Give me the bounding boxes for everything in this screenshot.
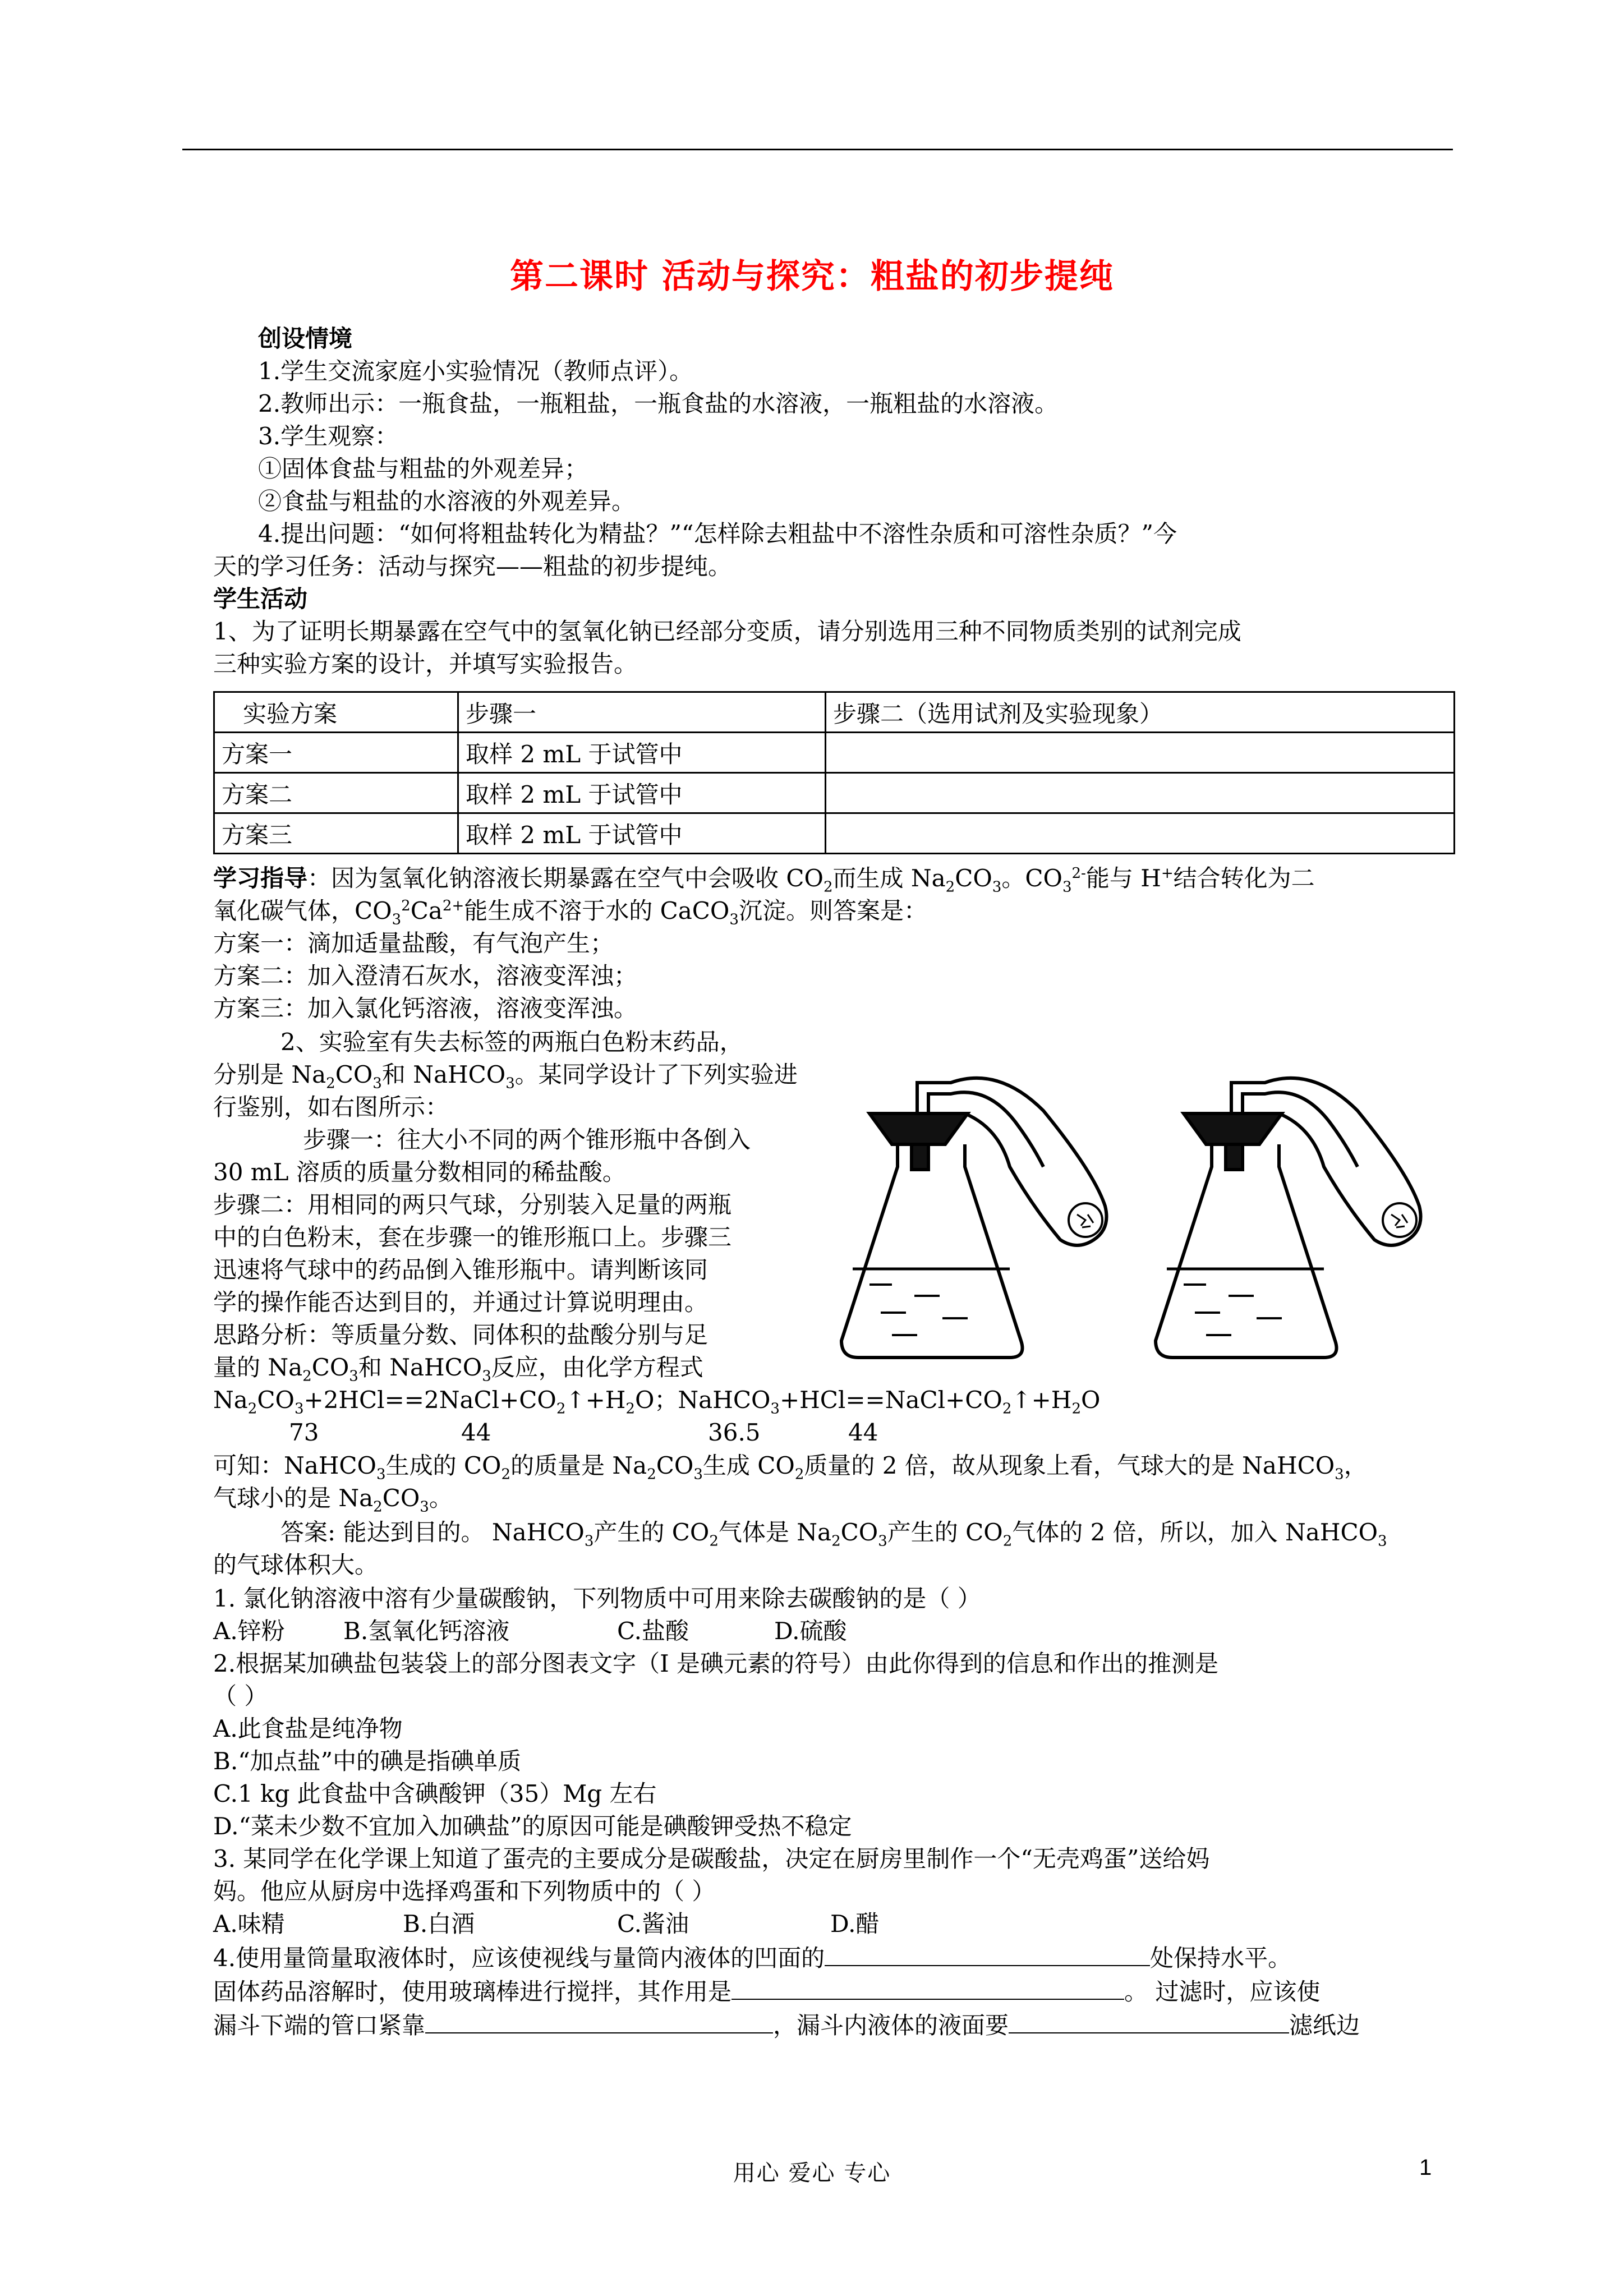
guide-line-1: 学习指导：因为氢氧化钠溶液长期暴露在空气中会吸收 $CO_2$而生成 $Na_2CO_3$。$CO_3^{2-}$能与 H+结合转化为二 (213, 864, 1315, 896)
scenario-item-1: 1.学生交流家庭小实验情况（教师点评）。 (258, 357, 693, 385)
q2-line-8: 迅速将气球中的药品倒入锥形瓶中。请判断该同 (213, 1256, 709, 1283)
table-row (214, 813, 1455, 854)
mcq3-option-d: D.醋 (830, 1910, 880, 1938)
table-cell: 方案三 (214, 813, 458, 854)
q2-line-4: 步骤一：往大小不同的两个锥形瓶中各倒入 (303, 1126, 751, 1153)
section-heading-activity: 学生活动 (213, 585, 308, 613)
table-cell (826, 733, 1455, 773)
mcq1-option-d: D.硫酸 (774, 1617, 847, 1645)
scenario-item-4-cont: 天的学习任务：活动与探究——粗盐的初步提纯。 (213, 553, 732, 580)
answer-line-2: 的气球体积大。 (213, 1551, 379, 1579)
question-1-line-2: 三种实验方案的设计，并填写实验报告。 (213, 650, 638, 678)
table-header-cell: 步骤二（选用试剂及实验现象） (826, 692, 1455, 733)
scenario-item-3b: ②食盐与粗盐的水溶液的外观差异。 (258, 487, 636, 515)
q2-line-5: 30 mL 溶质的质量分数相同的稀盐酸。 (213, 1158, 626, 1186)
mcq1-option-b: B.氢氧化钙溶液 (343, 1617, 510, 1645)
experiment-table (213, 691, 1455, 854)
question-1-line-1: 1、为了证明长期暴露在空气中的氢氧化钠已经部分变质，请分别选用三种不同物质类别的试剂完成 (213, 618, 1241, 645)
q2-line-11: 量的 $Na_2CO_3$和 NaHCO$_3$反应，由化学方程式 (213, 1354, 703, 1385)
fill4-line-2: 固体药品溶解时，使用玻璃棒进行搅拌，其作用是 。 过滤时，应该使 (213, 1975, 1320, 2008)
mcq3-option-b: B.白酒 (403, 1910, 475, 1938)
guide-label: 学习指导 (213, 864, 308, 892)
table-cell (826, 813, 1455, 854)
fill4-line-3: 漏斗下端的管口紧靠 ，漏斗内液体的液面要 滤纸边 (213, 2009, 1360, 2042)
molar-mass-3: 36.5 (708, 1419, 761, 1446)
mcq1-option-c: C.盐酸 (617, 1617, 689, 1645)
answer-blank (732, 1975, 1124, 2000)
table-header-row (214, 692, 1455, 733)
table-cell: 取样 2 mL 于试管中 (458, 813, 826, 854)
scenario-item-2: 2.教师出示：一瓶食盐，一瓶粗盐，一瓶食盐的水溶液，一瓶粗盐的水溶液。 (258, 390, 1059, 417)
mcq1-option-a: A.锌粉 (213, 1617, 285, 1645)
molar-mass-1: 73 (289, 1419, 319, 1446)
chemical-equation: $Na_2CO_3+2HCl==2NaCl+CO_2↑+H_2O$；$NaHCO_3+HCl==NaCl+CO_2↑+H_2O$ (213, 1386, 1101, 1418)
table-cell: 方案一 (214, 733, 458, 773)
scenario-item-3: 3.学生观察： (258, 422, 399, 450)
molar-mass-4: 44 (848, 1419, 878, 1446)
mcq3-option-a: A.味精 (213, 1910, 285, 1938)
table-cell: 取样 2 mL 于试管中 (458, 733, 826, 773)
mcq2-stem-cont: （ ） (213, 1682, 268, 1710)
table-cell (826, 773, 1455, 813)
q2-line-7: 中的白色粉末，套在步骤一的锥形瓶口上。步骤三 (213, 1223, 732, 1251)
guide-answer-2: 方案二：加入澄清石灰水，溶液变浑浊； (213, 962, 638, 990)
footer-motto: 用心 爱心 专心 (733, 2160, 891, 2186)
guide-answer-3: 方案三：加入氯化钙溶液，溶液变浑浊。 (213, 995, 638, 1022)
page-number: 1 (1419, 2155, 1432, 2180)
table-header-cell: 实验方案 (214, 692, 458, 733)
header-rule (182, 149, 1453, 150)
answer-blank (425, 2009, 773, 2033)
mcq3-stem: 3. 某同学在化学课上知道了蛋壳的主要成分是碳酸盐，决定在厨房里制作一个“无壳鸡蛋”送给妈 (213, 1845, 1210, 1872)
answer-label: 答案 (280, 1519, 328, 1546)
flask-2 (1156, 1078, 1421, 1358)
mcq3-option-c: C.酱油 (617, 1910, 689, 1938)
q2-line-3: 行鉴别，如右图所示： (213, 1093, 449, 1121)
molar-mass-2: 44 (461, 1419, 491, 1446)
flask-balloon-figure (830, 1060, 1453, 1374)
q2-line-6: 步骤二：用相同的两只气球，分别装入足量的两瓶 (213, 1191, 732, 1218)
table-row (214, 733, 1455, 773)
table-header-cell: 步骤一 (458, 692, 826, 733)
table-cell: 取样 2 mL 于试管中 (458, 773, 826, 813)
q2-line-2: 分别是 $Na_2CO_3$和 NaHCO$_3$。某同学设计了下列实验进 (213, 1061, 798, 1092)
mcq2-option-d: D.“菜未少数不宜加入加碘盐”的原因可能是碘酸钾受热不稳定 (213, 1812, 852, 1840)
q2-line-10: 思路分析：等质量分数、同体积的盐酸分别与足 (213, 1321, 709, 1349)
answer-blank (1009, 2009, 1289, 2033)
answer-line-1: 答案: 能达到目的。 NaHCO$_3$产生的 $CO_2$气体是 $Na_2CO_3$产生的 $CO_2$气体的 2 倍，所以，加入 NaHCO$_3$ (280, 1519, 1387, 1550)
table-cell: 方案二 (214, 773, 458, 813)
flask-1 (841, 1078, 1107, 1358)
q2-line-1: 2、实验室有失去标签的两瓶白色粉末药品， (280, 1028, 743, 1056)
mcq2-option-a: A.此食盐是纯净物 (213, 1715, 403, 1742)
page-title: 第二课时 活动与探究：粗盐的初步提纯 (510, 257, 1114, 296)
conclusion-line-1: 可知：NaHCO$_3$生成的 $CO_2$的质量是 $Na_2CO_3$生成 $CO_2$质量的 2 倍，故从现象上看，气球大的是 NaHCO$_3$， (213, 1452, 1368, 1483)
scenario-item-4: 4.提出问题：“如何将粗盐转化为精盐？”“怎样除去粗盐中不溶性杂质和可溶性杂质？”今 (258, 520, 1177, 547)
section-heading-scenario: 创设情境 (258, 325, 353, 352)
q2-line-9: 学的操作能否达到目的，并通过计算说明理由。 (213, 1289, 709, 1316)
guide-answer-1: 方案一：滴加适量盐酸，有气泡产生； (213, 930, 614, 957)
mcq3-stem-cont: 妈。他应从厨房中选择鸡蛋和下列物质中的（ ） (213, 1878, 716, 1905)
scenario-item-3a: ①固体食盐与粗盐的外观差异； (258, 455, 588, 482)
guide-line-2: 氧化碳气体，$CO_3^2Ca^{2+}$能生成不溶于水的 CaCO$_3$沉淀。则答案是： (213, 897, 927, 928)
table-row (214, 773, 1455, 813)
fill4-line-1: 4.使用量筒量取液体时，应该使视线与量筒内液体的凹面的 处保持水平。 (213, 1941, 1291, 1975)
mcq1-stem: 1. 氯化钠溶液中溶有少量碳酸钠，下列物质中可用来除去碳酸钠的是（ ） (213, 1585, 981, 1612)
conclusion-line-2: 气球小的是 $Na_2CO_3$。 (213, 1484, 453, 1516)
mcq2-option-c: C.1 kg 此食盐中含碘酸钾（35）Mg 左右 (213, 1780, 657, 1807)
mcq2-stem: 2.根据某加碘盐包装袋上的部分图表文字（I 是碘元素的符号）由此你得到的信息和作出的推测是 (213, 1650, 1219, 1677)
mcq2-option-b: B.“加点盐”中的碘是指碘单质 (213, 1747, 522, 1775)
answer-blank (825, 1941, 1150, 1966)
